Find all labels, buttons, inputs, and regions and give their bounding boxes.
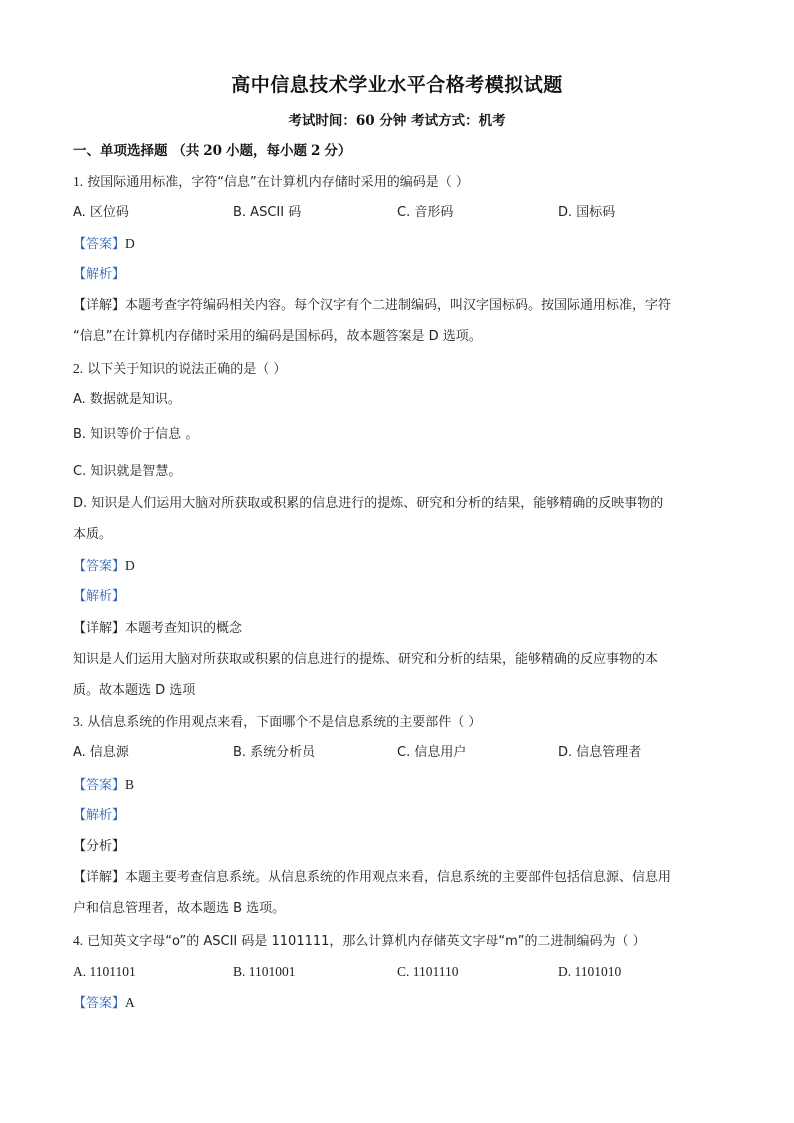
detail-label: 【详解】 bbox=[73, 298, 126, 313]
q4-option-a: A. 1101101 bbox=[73, 964, 136, 979]
answer-value: A bbox=[125, 995, 135, 1010]
question-number: 3. bbox=[73, 714, 84, 729]
answer-value: B bbox=[125, 777, 135, 792]
q1-analysis-label bbox=[73, 266, 125, 284]
q1-option-a: A. 区位码 bbox=[73, 205, 129, 220]
question-number: 4. bbox=[73, 933, 84, 948]
question-text: 从信息系统的作用观点来看，下面哪个不是信息系统的主要部件（ ） bbox=[87, 715, 482, 730]
q3-option-d: D. 信息管理者 bbox=[558, 745, 642, 760]
q3-option-c: C. 信息用户 bbox=[397, 745, 467, 760]
detail-label: 【详解】 bbox=[73, 870, 126, 885]
answer-value: D bbox=[125, 236, 135, 251]
answer-label: 【答案】 bbox=[73, 996, 126, 1011]
answer-label: 【答案】 bbox=[73, 559, 126, 574]
q4-option-d: D. 1101010 bbox=[558, 964, 622, 979]
page-title: 高中信息技术学业水平合格考模拟试题 bbox=[231, 74, 563, 96]
analysis-label: 【解析】 bbox=[73, 267, 126, 282]
section-heading bbox=[73, 142, 351, 160]
analysis-label: 【解析】 bbox=[73, 589, 126, 604]
question-3-stem bbox=[73, 713, 481, 732]
detail-text: 本题主要考查信息系统。从信息系统的作用观点来看，信息系统的主要部件包括信息源、信息用 bbox=[125, 870, 672, 885]
fenxi-label: 【分析】 bbox=[73, 839, 126, 854]
detail-text: 本题考查字符编码相关内容。每个汉字有个二进制编码，叫汉字国标码。按国际通用标准，字符 bbox=[125, 298, 672, 313]
q2-analysis-label bbox=[73, 588, 125, 606]
q3-option-a: A. 信息源 bbox=[73, 745, 129, 760]
q3-detail-line-2: 户和信息管理者，故本题选 B 选项。 bbox=[73, 901, 286, 916]
section-count: 20 bbox=[203, 143, 222, 159]
q1-answer bbox=[73, 235, 135, 254]
q3-option-b: B. 系统分析员 bbox=[233, 745, 316, 760]
question-text: 按国际通用标准，字符“信息”在计算机内存储时采用的编码是（ ） bbox=[87, 175, 469, 190]
detail-label: 【详解】 bbox=[73, 621, 126, 636]
q2-option-a: A. 数据就是知识。 bbox=[73, 392, 181, 407]
section-mid: 小题，每小题 bbox=[226, 143, 307, 159]
q2-option-d-continued: 本质。 bbox=[73, 527, 113, 542]
q1-option-d: D. 国标码 bbox=[558, 205, 616, 220]
question-2-stem bbox=[73, 360, 286, 379]
q2-detail bbox=[73, 620, 242, 638]
q3-analysis-label bbox=[73, 807, 125, 825]
q1-option-c: C. 音形码 bbox=[397, 205, 454, 220]
detail-text: 本题考查知识的概念 bbox=[125, 621, 243, 636]
q4-option-c: C. 1101110 bbox=[397, 964, 459, 979]
q2-answer bbox=[73, 557, 135, 576]
exam-info: 考试时间：60 分钟 考试方式：机考 bbox=[288, 113, 506, 129]
answer-label: 【答案】 bbox=[73, 778, 126, 793]
q1-option-b: B. ASCII 码 bbox=[233, 205, 302, 220]
q1-detail-line-2: “信息”在计算机内存储时采用的编码是国标码，故本题答案是 D 选项。 bbox=[73, 329, 482, 344]
question-number: 2. bbox=[73, 361, 84, 376]
q3-detail-line-1 bbox=[73, 869, 671, 887]
question-1-stem bbox=[73, 173, 469, 192]
q3-answer bbox=[73, 776, 134, 795]
answer-value: D bbox=[125, 558, 135, 573]
q3-fenxi-label bbox=[73, 838, 125, 856]
question-number: 1. bbox=[73, 174, 84, 189]
analysis-label: 【解析】 bbox=[73, 808, 126, 823]
question-text: 以下关于知识的说法正确的是（ ） bbox=[87, 362, 287, 377]
q2-option-c: C. 知识就是智慧。 bbox=[73, 464, 182, 479]
question-4-stem bbox=[73, 932, 646, 951]
answer-label: 【答案】 bbox=[73, 237, 126, 252]
q4-option-b: B. 1101001 bbox=[233, 964, 296, 979]
section-prefix: 一、单项选择题 （共 bbox=[73, 143, 200, 159]
q2-explanation-line-2: 质。故本题选 D 选项 bbox=[73, 683, 196, 698]
section-score: 2 bbox=[311, 143, 321, 159]
q2-explanation-line-1: 知识是人们运用大脑对所获取或积累的信息进行的提炼、研究和分析的结果，能够精确的反应事物的本 bbox=[73, 652, 659, 667]
q1-detail-line-1 bbox=[73, 297, 671, 315]
q4-answer bbox=[73, 994, 135, 1013]
section-suffix: 分） bbox=[324, 143, 352, 159]
q2-option-d: D. 知识是人们运用大脑对所获取或积累的信息进行的提炼、研究和分析的结果，能够精确的反映事物的 bbox=[73, 496, 664, 511]
question-text: 已知英文字母“o”的 ASCII 码是 1101111，那么计算机内存储英文字母“m”的二进制编码为（ ） bbox=[87, 934, 646, 949]
q2-option-b: B. 知识等价于信息 。 bbox=[73, 427, 199, 442]
